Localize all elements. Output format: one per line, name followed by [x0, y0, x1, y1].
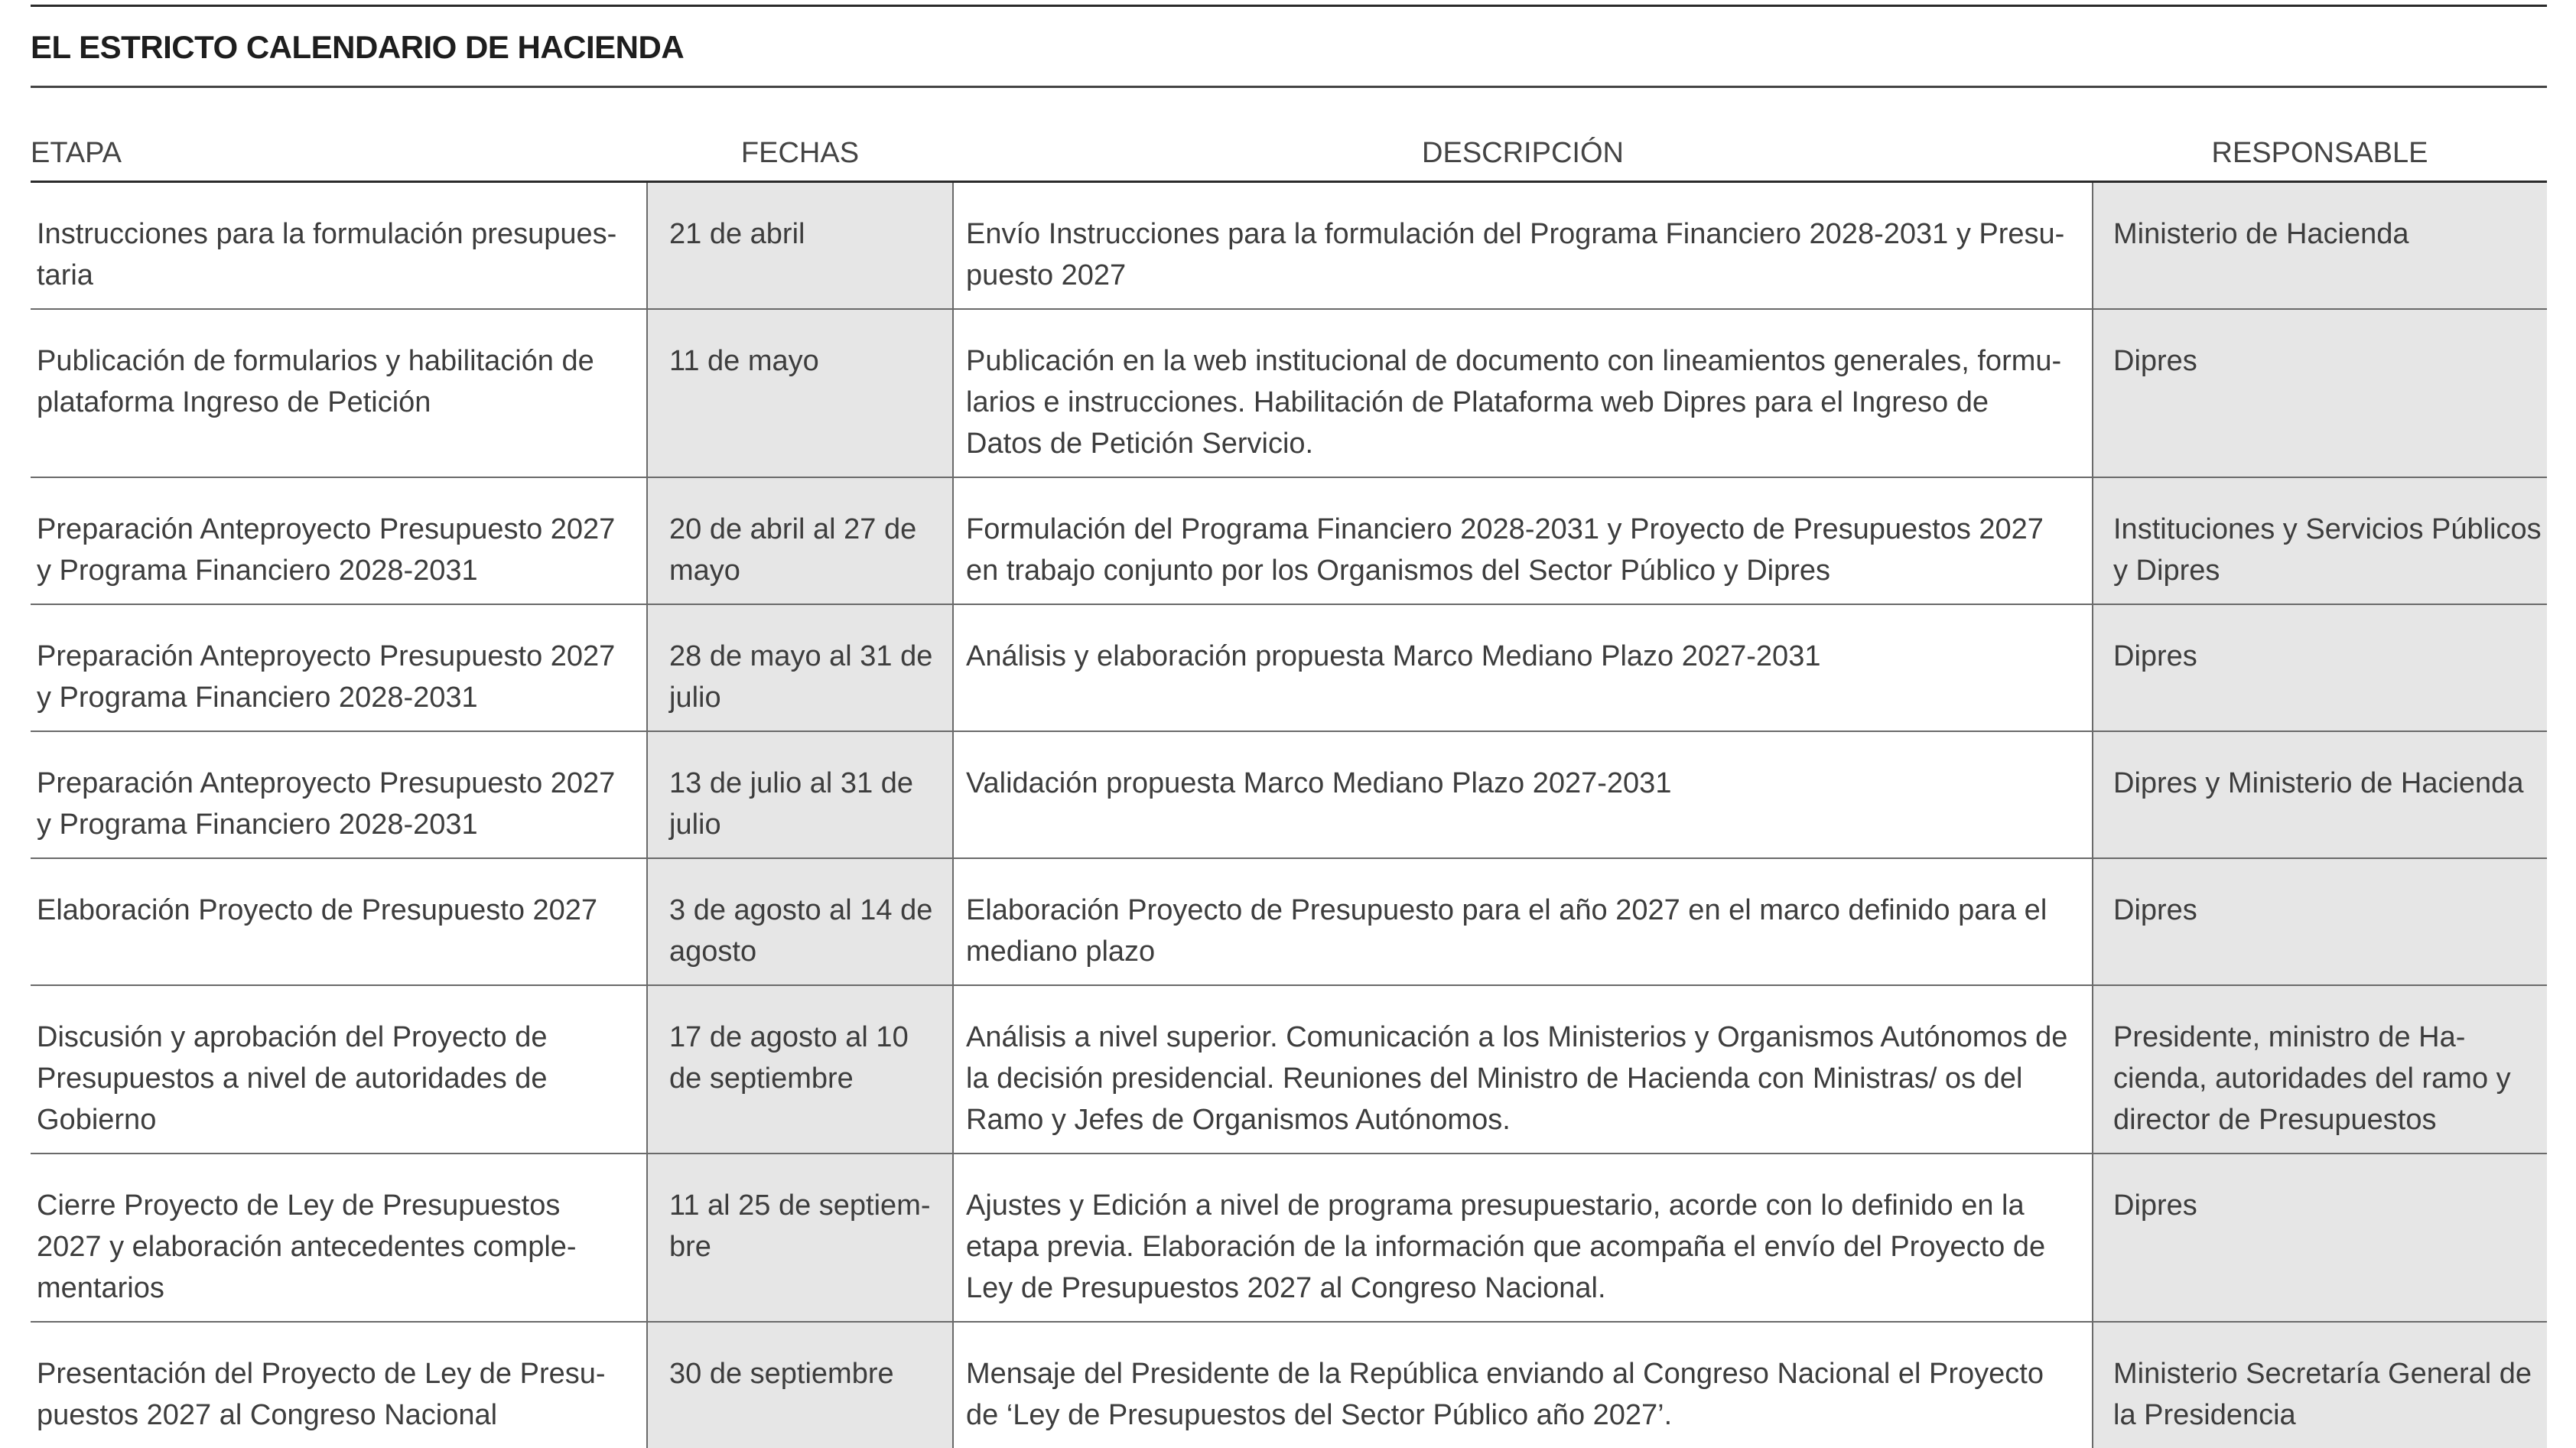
table-row — [31, 604, 2547, 731]
cell-descripcion: Análisis a nivel superior. Comunicación a los Ministerios y Organismos Autónomos de la decisión presidencial. Reuniones del Ministro de Hacienda con Ministras/ os del Ramo y Jefes de Organismos Autónomos. — [953, 985, 2093, 1154]
cell-responsable: Ministerio de Hacienda — [2093, 182, 2547, 310]
cell-responsable: Dipres — [2093, 1154, 2547, 1322]
page-title: EL ESTRICTO CALENDARIO DE HACIENDA — [31, 29, 685, 65]
table-row — [31, 309, 2547, 477]
cell-descripcion: Ajustes y Edición a nivel de programa presupuestario, acorde con lo definido en la etapa previa. Elaboración de la información que acompaña el envío del Proyecto de Ley de Presupuestos 2027 al Congreso Nacional. — [953, 1154, 2093, 1322]
cell-fechas: 21 de abril — [647, 182, 953, 310]
column-header-responsable: RESPONSABLE — [2093, 107, 2547, 182]
table-row — [31, 477, 2547, 604]
cell-etapa: Elaboración Proyecto de Presupuesto 2027 — [31, 858, 647, 985]
cell-fechas: 17 de agosto al 10 de septiembre — [647, 985, 953, 1154]
table-row — [31, 1154, 2547, 1322]
calendar-table — [31, 107, 2547, 1448]
table-row — [31, 1322, 2547, 1448]
cell-fechas: 3 de agosto al 14 de agosto — [647, 858, 953, 985]
cell-responsable: Instituciones y Servicios Públicos y Dipres — [2093, 477, 2547, 604]
column-header-descripcion: DESCRIPCIÓN — [953, 107, 2093, 182]
title-rule — [31, 86, 2547, 88]
cell-fechas: 28 de mayo al 31 de julio — [647, 604, 953, 731]
cell-descripcion: Validación propuesta Marco Mediano Plazo 2027-2031 — [953, 731, 2093, 858]
cell-fechas: 11 de mayo — [647, 309, 953, 477]
cell-responsable: Dipres y Ministerio de Hacienda — [2093, 731, 2547, 858]
cell-etapa: Preparación Anteproyecto Presupuesto 2027 y Programa Financiero 2028-2031 — [31, 477, 647, 604]
table-row — [31, 858, 2547, 985]
cell-descripcion: Envío Instrucciones para la formulación del Programa Financiero 2028-2031 y Presu-puesto 2027 — [953, 182, 2093, 310]
cell-etapa: Cierre Proyecto de Ley de Presupuestos 2027 y elaboración antecedentes comple-mentarios — [31, 1154, 647, 1322]
cell-responsable: Presidente, ministro de Ha-cienda, autoridades del ramo y director de Presupuestos — [2093, 985, 2547, 1154]
cell-etapa: Presentación del Proyecto de Ley de Presu-puestos 2027 al Congreso Nacional — [37, 1358, 606, 1431]
cell-descripcion: Publicación en la web institucional de documento con lineamientos generales, formu-larios e instrucciones. Habilitación de Plataforma web Dipres para el Ingreso de Datos de Petición Servicio. — [953, 309, 2093, 477]
cell-fechas: 13 de julio al 31 de julio — [647, 731, 953, 858]
cell-descripcion: Análisis y elaboración propuesta Marco Mediano Plazo 2027-2031 — [953, 604, 2093, 731]
cell-etapa: Preparación Anteproyecto Presupuesto 2027 y Programa Financiero 2028-2031 — [31, 731, 647, 858]
cell-etapa: Instrucciones para la formulación presupues-taria — [31, 182, 647, 310]
cell-responsable: Dipres — [2093, 309, 2547, 477]
top-rule — [31, 5, 2547, 7]
cell-responsable: Ministerio Secretaría General de la Presidencia — [2093, 1322, 2547, 1448]
cell-descripcion: Elaboración Proyecto de Presupuesto para el año 2027 en el marco definido para el mediano plazo — [953, 858, 2093, 985]
cell-responsable: Dipres — [2093, 604, 2547, 731]
cell-etapa: Discusión y aprobación del Proyecto de Presupuestos a nivel de autoridades de Gobierno — [31, 985, 647, 1154]
cell-descripcion: Formulación del Programa Financiero 2028-2031 y Proyecto de Presupuestos 2027 en trabajo conjunto por los Organismos del Sector Público y Dipres — [953, 477, 2093, 604]
header-row — [31, 107, 2547, 182]
table-row — [31, 731, 2547, 858]
column-header-etapa: ETAPA — [31, 107, 647, 182]
table-row — [31, 985, 2547, 1154]
column-header-fechas: FECHAS — [647, 107, 953, 182]
cell-fechas: 20 de abril al 27 de mayo — [647, 477, 953, 604]
cell-descripcion: Mensaje del Presidente de la República enviando al Congreso Nacional el Proyecto de ‘Ley de Presupuestos del Sector Público año 2027’. — [966, 1358, 2044, 1431]
cell-etapa: Publicación de formularios y habilitación de plataforma Ingreso de Petición — [31, 309, 647, 477]
cell-etapa: Preparación Anteproyecto Presupuesto 2027 y Programa Financiero 2028-2031 — [31, 604, 647, 731]
cell-fechas: 30 de septiembre — [647, 1322, 953, 1448]
cell-fechas: 11 al 25 de septiem-bre — [647, 1154, 953, 1322]
table-row — [31, 182, 2547, 310]
cell-responsable: Dipres — [2093, 858, 2547, 985]
